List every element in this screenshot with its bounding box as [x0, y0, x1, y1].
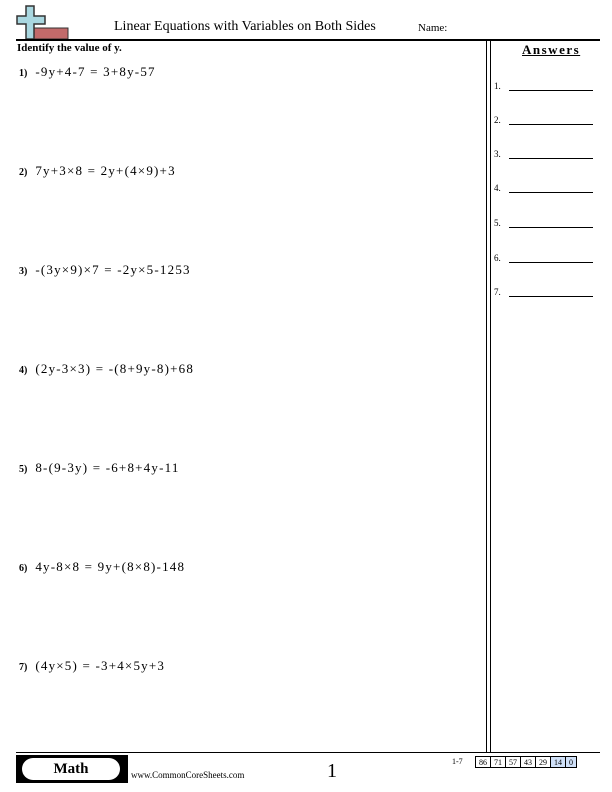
- problem-number: 7): [19, 662, 28, 673]
- problem-number: 5): [19, 464, 28, 475]
- answers-title: Answers: [522, 42, 581, 57]
- answer-line: [509, 227, 593, 228]
- plus-minus-icon: [16, 4, 70, 40]
- problem-number: 1): [19, 68, 28, 79]
- instructions: Identify the value of y.: [17, 42, 122, 54]
- problem-number: 2): [19, 167, 28, 178]
- answer-line: [509, 262, 593, 263]
- problem: [19, 658, 165, 674]
- score-cell: 43: [521, 757, 536, 768]
- worksheet-title: Linear Equations with Variables on Both Sides: [114, 19, 376, 34]
- problem: [19, 559, 185, 575]
- problem-equation: -9y+4-7 = 3+8y-57: [35, 64, 156, 79]
- score-range: 1-7: [452, 757, 463, 766]
- score-cell: 0: [566, 757, 577, 768]
- name-label: Name:: [418, 22, 448, 34]
- problem-equation: 8-(9-3y) = -6+8+4y-11: [35, 460, 180, 475]
- answer-label: 2.: [494, 115, 501, 125]
- problem-equation: (2y-3×3) = -(8+9y-8)+68: [35, 361, 195, 376]
- subject-label: Math: [22, 758, 120, 780]
- problem-equation: -(3y×9)×7 = -2y×5-1253: [35, 262, 191, 277]
- answer-line: [509, 124, 593, 125]
- answer-field[interactable]: [494, 287, 594, 297]
- footer-divider: [16, 752, 600, 753]
- answer-field[interactable]: [494, 183, 594, 193]
- score-table: [475, 756, 577, 768]
- column-divider: [490, 40, 491, 753]
- problem-equation: (4y×5) = -3+4×5y+3: [35, 658, 166, 673]
- answer-field[interactable]: [494, 218, 594, 228]
- problem: [19, 460, 180, 476]
- answer-field[interactable]: [494, 115, 594, 125]
- problem: [19, 163, 176, 179]
- page-number: 1: [327, 760, 337, 782]
- header-divider: [16, 39, 600, 41]
- answer-label: 3.: [494, 149, 501, 159]
- answer-label: 4.: [494, 183, 501, 193]
- problem-equation: 7y+3×8 = 2y+(4×9)+3: [35, 163, 176, 178]
- answer-label: 6.: [494, 253, 501, 263]
- problem: [19, 64, 156, 80]
- score-cell: 29: [536, 757, 551, 768]
- answer-label: 5.: [494, 218, 501, 228]
- problem-number: 6): [19, 563, 28, 574]
- problem-equation: 4y-8×8 = 9y+(8×8)-148: [35, 559, 186, 574]
- site-link[interactable]: www.CommonCoreSheets.com: [131, 770, 245, 780]
- score-cell: 86: [476, 757, 491, 768]
- answer-field[interactable]: [494, 149, 594, 159]
- answer-label: 7.: [494, 287, 501, 297]
- problem: [19, 262, 191, 278]
- answer-field[interactable]: [494, 253, 594, 263]
- answer-line: [509, 296, 593, 297]
- score-cell: 57: [506, 757, 521, 768]
- column-divider: [486, 40, 487, 753]
- answer-line: [509, 192, 593, 193]
- answer-field[interactable]: [494, 81, 594, 91]
- problem: [19, 361, 194, 377]
- problem-number: 3): [19, 266, 28, 277]
- answer-line: [509, 158, 593, 159]
- problem-number: 4): [19, 365, 28, 376]
- answer-label: 1.: [494, 81, 501, 91]
- score-cell: 71: [491, 757, 506, 768]
- score-cell: 14: [551, 757, 566, 768]
- answer-line: [509, 90, 593, 91]
